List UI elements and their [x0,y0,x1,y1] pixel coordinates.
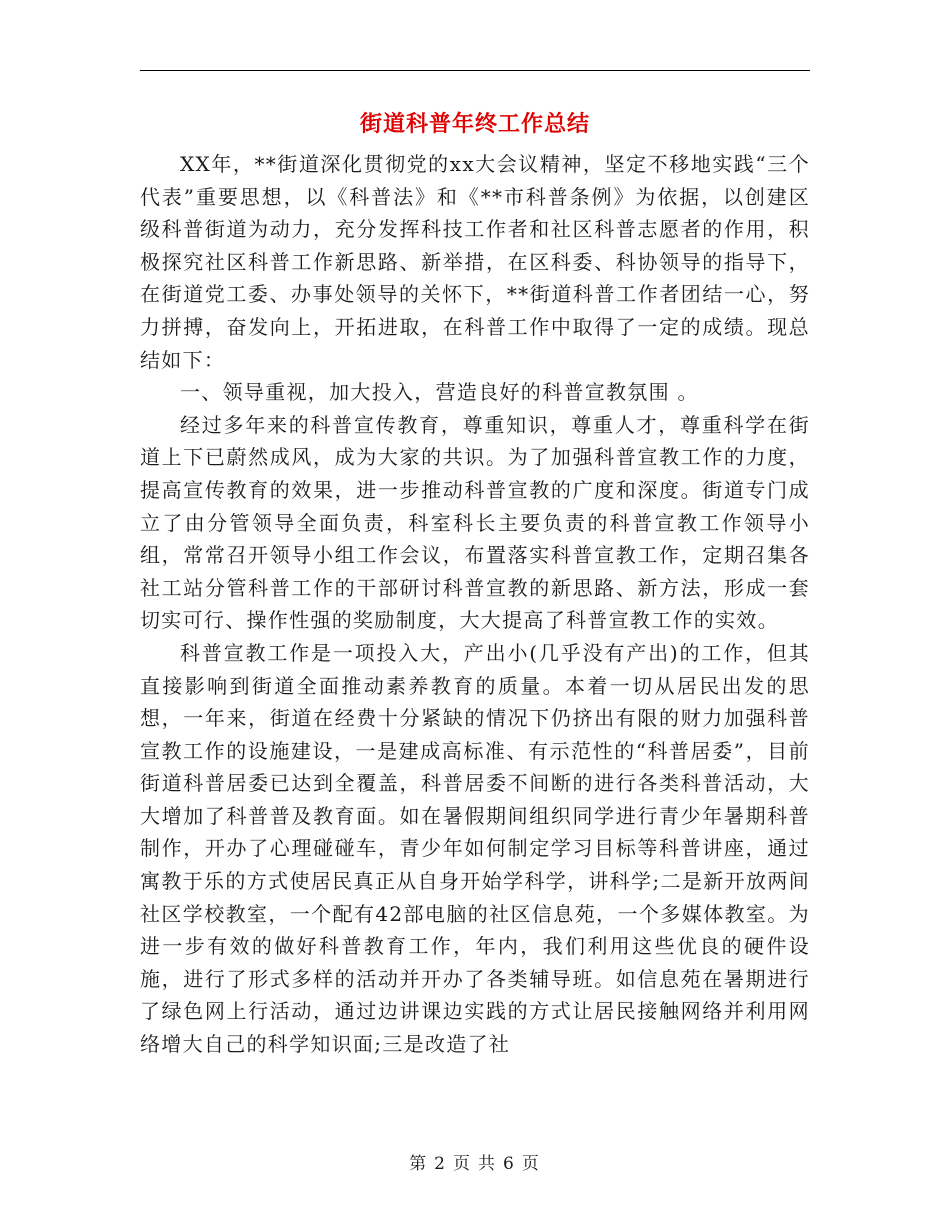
footer-total-pages: 6 [503,1154,516,1174]
document-title: 街道科普年终工作总结 [359,111,590,137]
document-body [140,148,810,1061]
footer-prefix: 第 [409,1154,429,1174]
section-heading-1: 一、领导重视，加大投入，营造良好的科普宣教氛围 。 [180,380,699,405]
footer-total-word: 共 [478,1154,497,1174]
footer-suffix: 页 [521,1154,541,1174]
paragraph-leadership: 经过多年来的科普宣传教育，尊重知识，尊重人才，尊重科学在街道上下已蔚然成风，成为大家的共识。为了加强科普宣教工作的力度，提高宣传教育的效果，进一步推动科普宣教的广度和深度。街道专门成立了由分管领导全面负责，科室科长主要负责的科普宣教工作领导小组，常常召开领导小组工作会议，布置落实科普宣教工作，定期召集各社工站分管科普工作的干部研讨科普宣教的新思路、新方法，形成一套切实可行、操作性强的奖励制度，大大提高了科普宣教工作的实效。 [140,412,810,633]
footer-page-word: 页 [453,1154,472,1174]
page-footer [140,1150,810,1178]
footer-current-page: 2 [434,1154,447,1174]
paragraph-intro: XX年，**街道深化贯彻党的xx大会议精神，坚定不移地实践“三个代表”重要思想，以《科普法》和《**市科普条例》为依据，以创建区级科普街道为动力，充分发挥科技工作者和社区科普志愿者的作用，积极探究社区科普工作新思路、新举措，在区科委、科协领导的指导下，在街道党工委、办事处领导的关怀下，**街道科普工作者团结一心，努力拼搏，奋发向上，开拓进取，在科普工作中取得了一定的成绩。现总结如下： [140,152,810,372]
paragraph-investment: 科普宣教工作是一项投入大，产出小(几乎没有产出)的工作，但其直接影响到街道全面推动素养教育的质量。本着一切从居民出发的思想，一年来，街道在经费十分紧缺的情况下仍挤出有限的财力加强科普宣教工作的设施建设，一是建成高标准、有示范性的“科普居委”，目前街道科普居委已达到全覆盖，科普居委不间断的进行各类科普活动，大大增加了科普普及教育面。如在暑假期间组织同学进行青少年暑期科普制作，开办了心理碰碰车，青少年如何制定学习目标等科普讲座，通过寓教于乐的方式使居民真正从自身开始学科学，讲科学;二是新开放两间社区学校教室，一个配有42部电脑的社区信息苑，一个多媒体教室。为进一步有效的做好科普教育工作，年内，我们利用这些优良的硬件设施，进行了形式多样的活动并开办了各类辅导班。如信息苑在暑期进行了绿色网上行活动，通过边讲课边实践的方式让居民接触网络并利用网络增大自己的科学知识面;三是改造了社 [140,640,810,1057]
header-rule [140,70,810,71]
